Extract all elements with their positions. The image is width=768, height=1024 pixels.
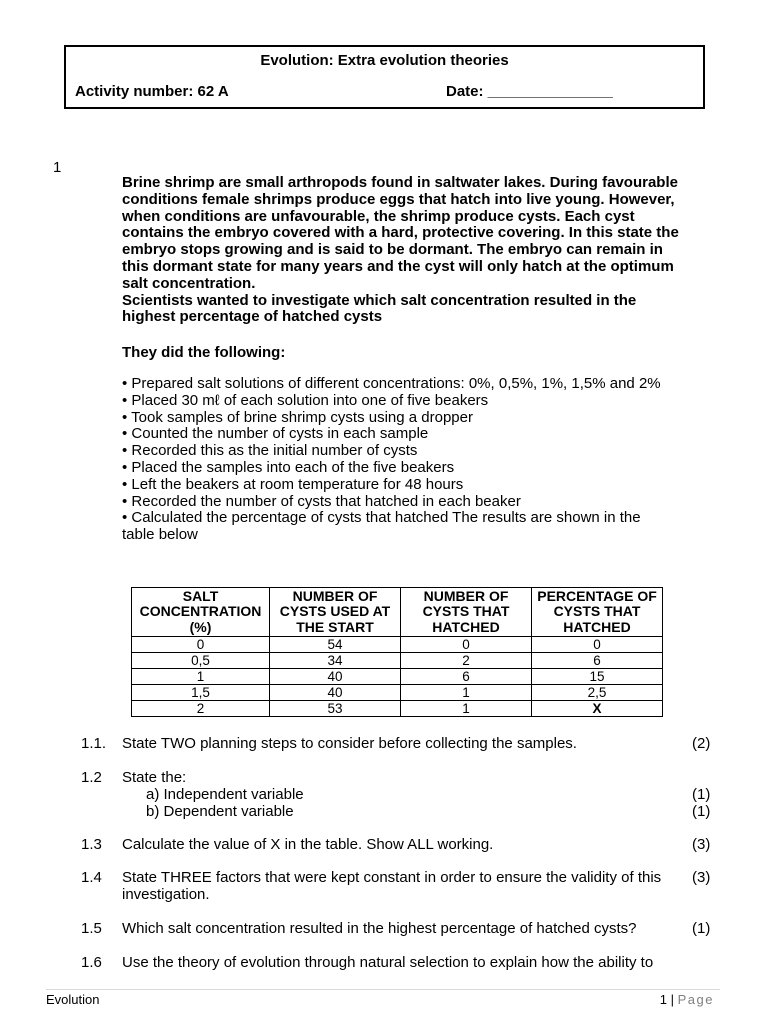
procedure-step: • Counted the number of cysts in each sample: [122, 425, 429, 443]
table-cell: 1: [401, 701, 532, 717]
passage: [122, 175, 682, 326]
header-percentage-hatched: PERCENTAGE OF CYSTS THAT HATCHED: [532, 588, 663, 637]
question-marks: (1): [692, 920, 711, 937]
results-table-wrap: [131, 587, 663, 717]
table-cell: X: [532, 701, 663, 717]
table-header-row: [132, 588, 663, 637]
question-number: 1: [53, 159, 62, 176]
procedure-step: • Recorded the number of cysts that hatched in each beaker: [122, 492, 521, 510]
table-cell: 1: [401, 685, 532, 701]
procedure-step: • Placed the samples into each of the five beakers: [122, 458, 455, 476]
procedure-step: • Left the beakers at room temperature for 48 hours: [122, 475, 464, 493]
table-cell: 6: [401, 669, 532, 685]
question-number: 1.2: [81, 769, 102, 786]
question-text: State TWO planning steps to consider before collecting the samples.: [122, 735, 577, 752]
table-cell: 40: [270, 685, 401, 701]
question-marks: (3): [692, 869, 711, 886]
question-number: 1.6: [81, 954, 102, 971]
table-cell: 2: [401, 653, 532, 669]
table-cell: 1: [132, 669, 270, 685]
header-cysts-used: NUMBER OF CYSTS USED AT THE START: [270, 588, 401, 637]
page-separator: |: [670, 992, 674, 1007]
page-label: Page: [677, 992, 714, 1007]
question-text: Calculate the value of X in the table. Show ALL working.: [122, 836, 494, 853]
worksheet-title: Evolution: Extra evolution theories: [260, 52, 509, 69]
table-cell: 40: [270, 669, 401, 685]
table-cell: 0,5: [132, 653, 270, 669]
table-cell: 0: [401, 637, 532, 653]
question-number: 1.5: [81, 920, 102, 937]
table-cell: 2,5: [532, 685, 663, 701]
table-row: [132, 685, 663, 701]
table-cell: 6: [532, 653, 663, 669]
passage-paragraph: Brine shrimp are small arthropods found in saltwater lakes. During favourable conditions female shrimps produce eggs that hatch into live young. However, when conditions are unfavourable, the shrimp produce cysts. Each cyst contains the embryo covered with a hard, protective covering. In this state the embryo stops growing and is said to be dormant. The embryo can remain in this dormant state for many years and the cyst will only hatch at the optimum salt concentration.: [122, 174, 679, 292]
header-salt-concentration: SALT CONCENTRATION (%): [132, 588, 270, 637]
table-cell: 53: [270, 701, 401, 717]
question-number: 1.3: [81, 836, 102, 853]
question-marks: (1): [692, 786, 711, 803]
date-field: Date: _______________: [446, 83, 613, 100]
procedure-step: • Recorded this as the initial number of cysts: [122, 442, 418, 460]
question-text: State THREE factors that were kept constant in order to ensure the validity of this investigation.: [122, 869, 662, 903]
question-number: 1.1.: [81, 735, 107, 752]
question-marks: (3): [692, 836, 711, 853]
question-number: 1.4: [81, 869, 102, 886]
procedure-step: • Placed 30 mℓ of each solution into one of five beakers: [122, 391, 489, 409]
procedure-heading: They did the following:: [122, 344, 286, 361]
activity-number: Activity number: 62 A: [75, 83, 229, 100]
results-table: [131, 587, 663, 717]
question-marks: (1): [692, 803, 711, 820]
question-marks: (2): [692, 735, 711, 752]
procedure-step: • Calculated the percentage of cysts that hatched The results are shown in the table below: [122, 509, 641, 544]
procedure-step: • Prepared salt solutions of different concentrations: 0%, 0,5%, 1%, 1,5% and 2%: [122, 375, 661, 392]
table-cell: 1,5: [132, 685, 270, 701]
table-cell: 2: [132, 701, 270, 717]
table-row: [132, 637, 663, 653]
page-number: 1: [659, 992, 667, 1007]
table-cell: 0: [132, 637, 270, 653]
header-cysts-hatched: NUMBER OF CYSTS THAT HATCHED: [401, 588, 532, 637]
question-text: Which salt concentration resulted in the highest percentage of hatched cysts?: [122, 920, 637, 937]
table-row: [132, 701, 663, 717]
footer-page: [660, 992, 714, 1007]
header-box: [64, 45, 705, 109]
passage-paragraph: Scientists wanted to investigate which salt concentration resulted in the highest percentage of hatched cysts: [122, 291, 637, 326]
table-cell: 54: [270, 637, 401, 653]
table-cell: 34: [270, 653, 401, 669]
sub-question-a: a) Independent variable: [146, 786, 304, 803]
procedure-list: [122, 376, 667, 544]
table-row: [132, 653, 663, 669]
question-text: Use the theory of evolution through natural selection to explain how the ability to: [122, 954, 654, 971]
table-row: [132, 669, 663, 685]
footer-subject: Evolution: [46, 992, 100, 1007]
question-text: State the:: [122, 769, 187, 786]
footer-divider: [46, 989, 720, 990]
procedure-step: • Took samples of brine shrimp cysts using a dropper: [122, 408, 473, 426]
table-cell: 15: [532, 669, 663, 685]
table-cell: 0: [532, 637, 663, 653]
sub-question-b: b) Dependent variable: [146, 803, 294, 820]
